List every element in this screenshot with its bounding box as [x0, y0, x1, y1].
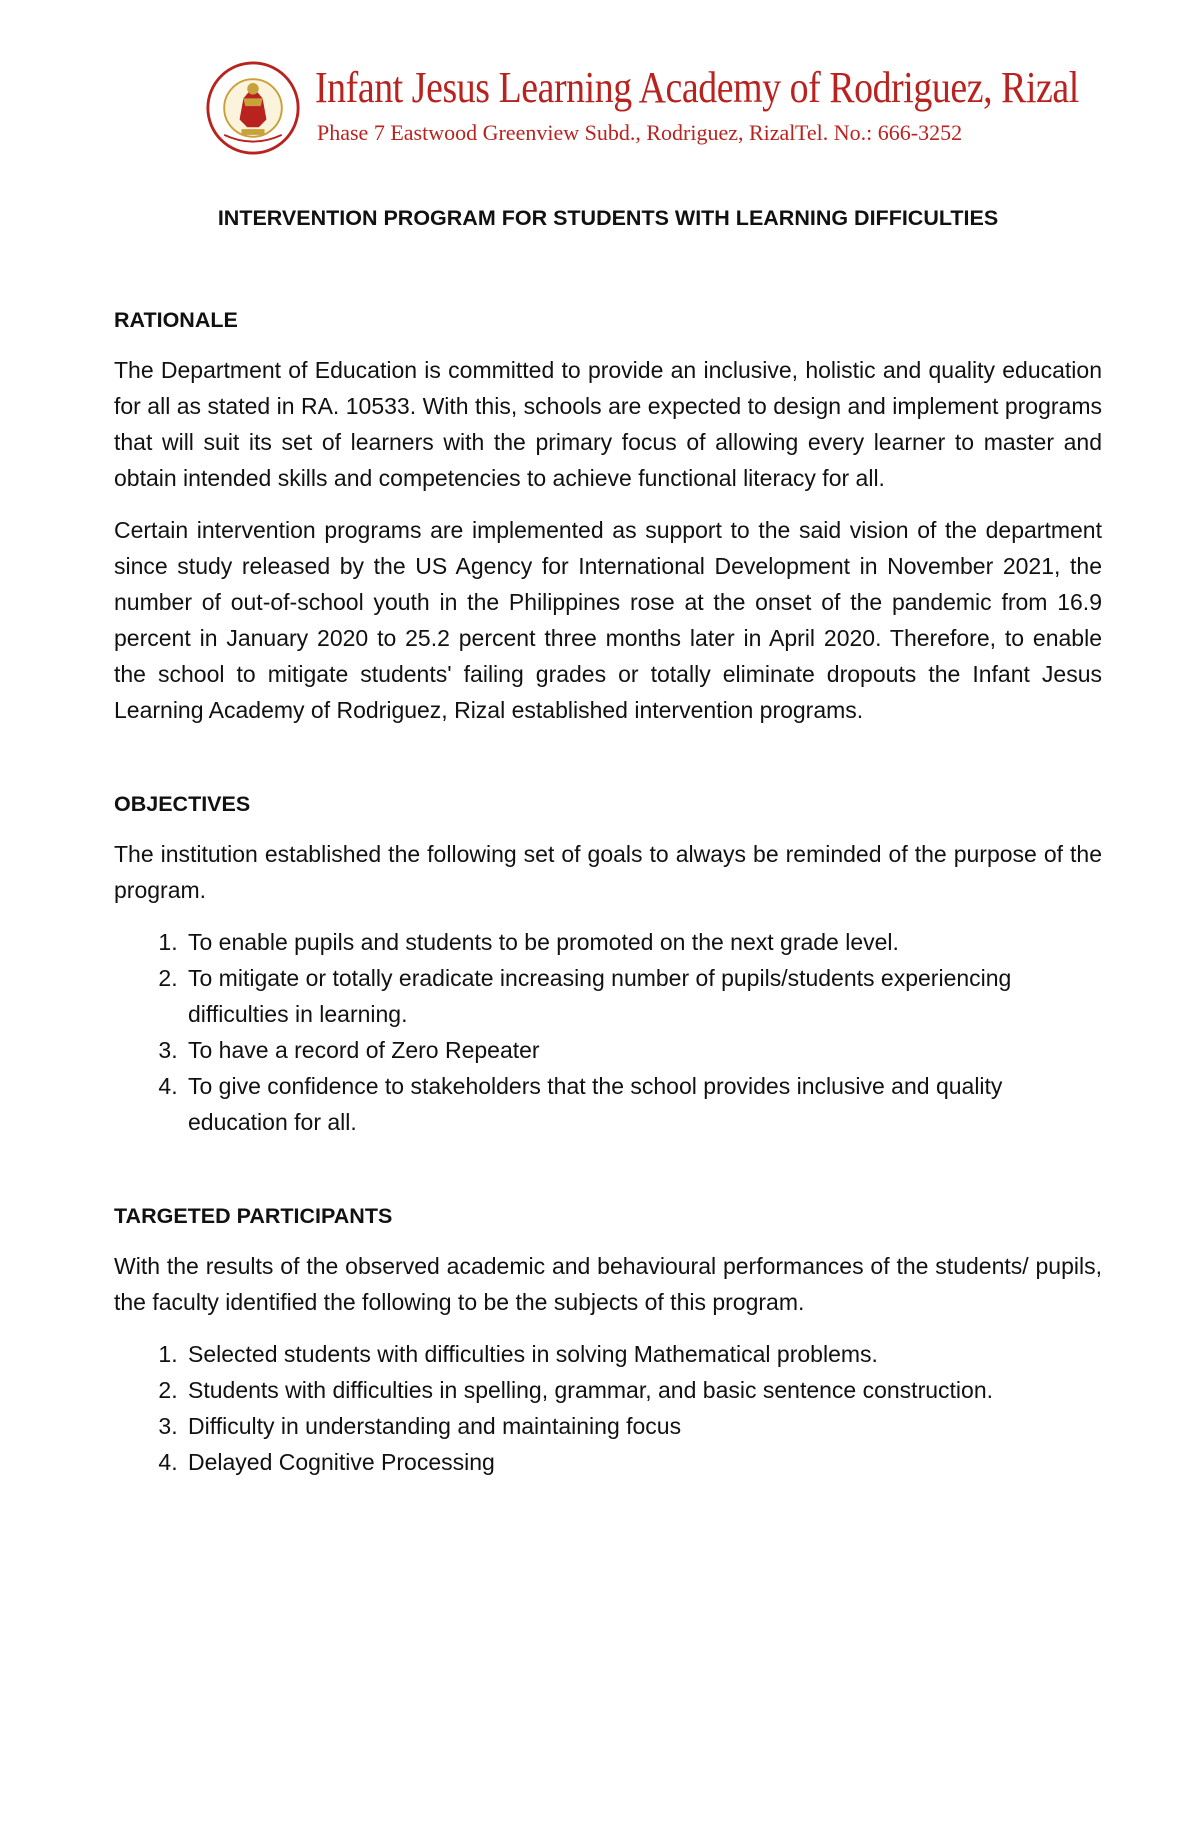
- rationale-heading: RATIONALE: [114, 308, 238, 332]
- participants-intro: With the results of the observed academic and behavioural performances of the students/ pupils, the faculty identified the following to be the subjects of this program.: [114, 1253, 1102, 1315]
- objective-item: 1. To enable pupils and students to be promoted on the next grade level.: [184, 924, 1102, 960]
- document-title: INTERVENTION PROGRAM FOR STUDENTS WITH LEARNING DIFFICULTIES: [217, 206, 999, 230]
- school-address: Phase 7 Eastwood Greenview Subd., Rodriguez, Rizal: [317, 120, 796, 145]
- participant-item: 1. Selected students with difficulties in solving Mathematical problems.: [184, 1336, 1102, 1372]
- rationale-paragraph: The Department of Education is committed to provide an inclusive, holistic and quality education for all as stated in RA. 10533. With this, schools are expected to design and implement programs that will suit its set of learners with the primary focus of allowing every learner to master and obtain intended skills and competencies to achieve functional literacy for all.: [114, 357, 1102, 491]
- school-telephone: Tel. No.: 666-3252: [795, 120, 963, 145]
- objectives-intro: The institution established the following set of goals to always be reminded of the purpose of the program.: [114, 841, 1102, 903]
- objectives-section: [114, 786, 1102, 1140]
- participant-item: 2. Students with difficulties in spelling, grammar, and basic sentence construction.: [184, 1372, 1102, 1408]
- objective-item: 2. To mitigate or totally eradicate increasing number of pupils/students experiencing difficulties in learning.: [184, 960, 1102, 1032]
- school-name: Infant Jesus Learning Academy of Rodriguez, Rizal: [315, 63, 1079, 112]
- objectives-heading: OBJECTIVES: [114, 792, 251, 816]
- objective-item: 3. To have a record of Zero Repeater: [184, 1032, 1102, 1068]
- participants-heading: TARGETED PARTICIPANTS: [114, 1204, 393, 1228]
- letterhead: [205, 60, 1079, 160]
- rationale-section: [114, 302, 1102, 728]
- objective-item: 4. To give confidence to stakeholders that the school provides inclusive and quality education for all.: [184, 1068, 1102, 1140]
- participant-item: 3. Difficulty in understanding and maintaining focus: [184, 1408, 1102, 1444]
- rationale-paragraph: Certain intervention programs are implemented as support to the said vision of the department since study released by the US Agency for International Development in November 2021, the number of out-of-school youth in the Philippines rose at the onset of the pandemic from 16.9 percent in January 2020 to 25.2 percent three months later in April 2020. Therefore, to enable the school to mitigate students' failing grades or totally eliminate dropouts the Infant Jesus Learning Academy of Rodriguez, Rizal established intervention programs.: [114, 517, 1102, 723]
- participants-section: [114, 1198, 1102, 1480]
- participants-list: [114, 1336, 1102, 1480]
- objectives-list: [114, 924, 1102, 1140]
- school-seal-icon: [205, 60, 301, 156]
- document-body: [114, 200, 1102, 1538]
- participant-item: 4. Delayed Cognitive Processing: [184, 1444, 1102, 1480]
